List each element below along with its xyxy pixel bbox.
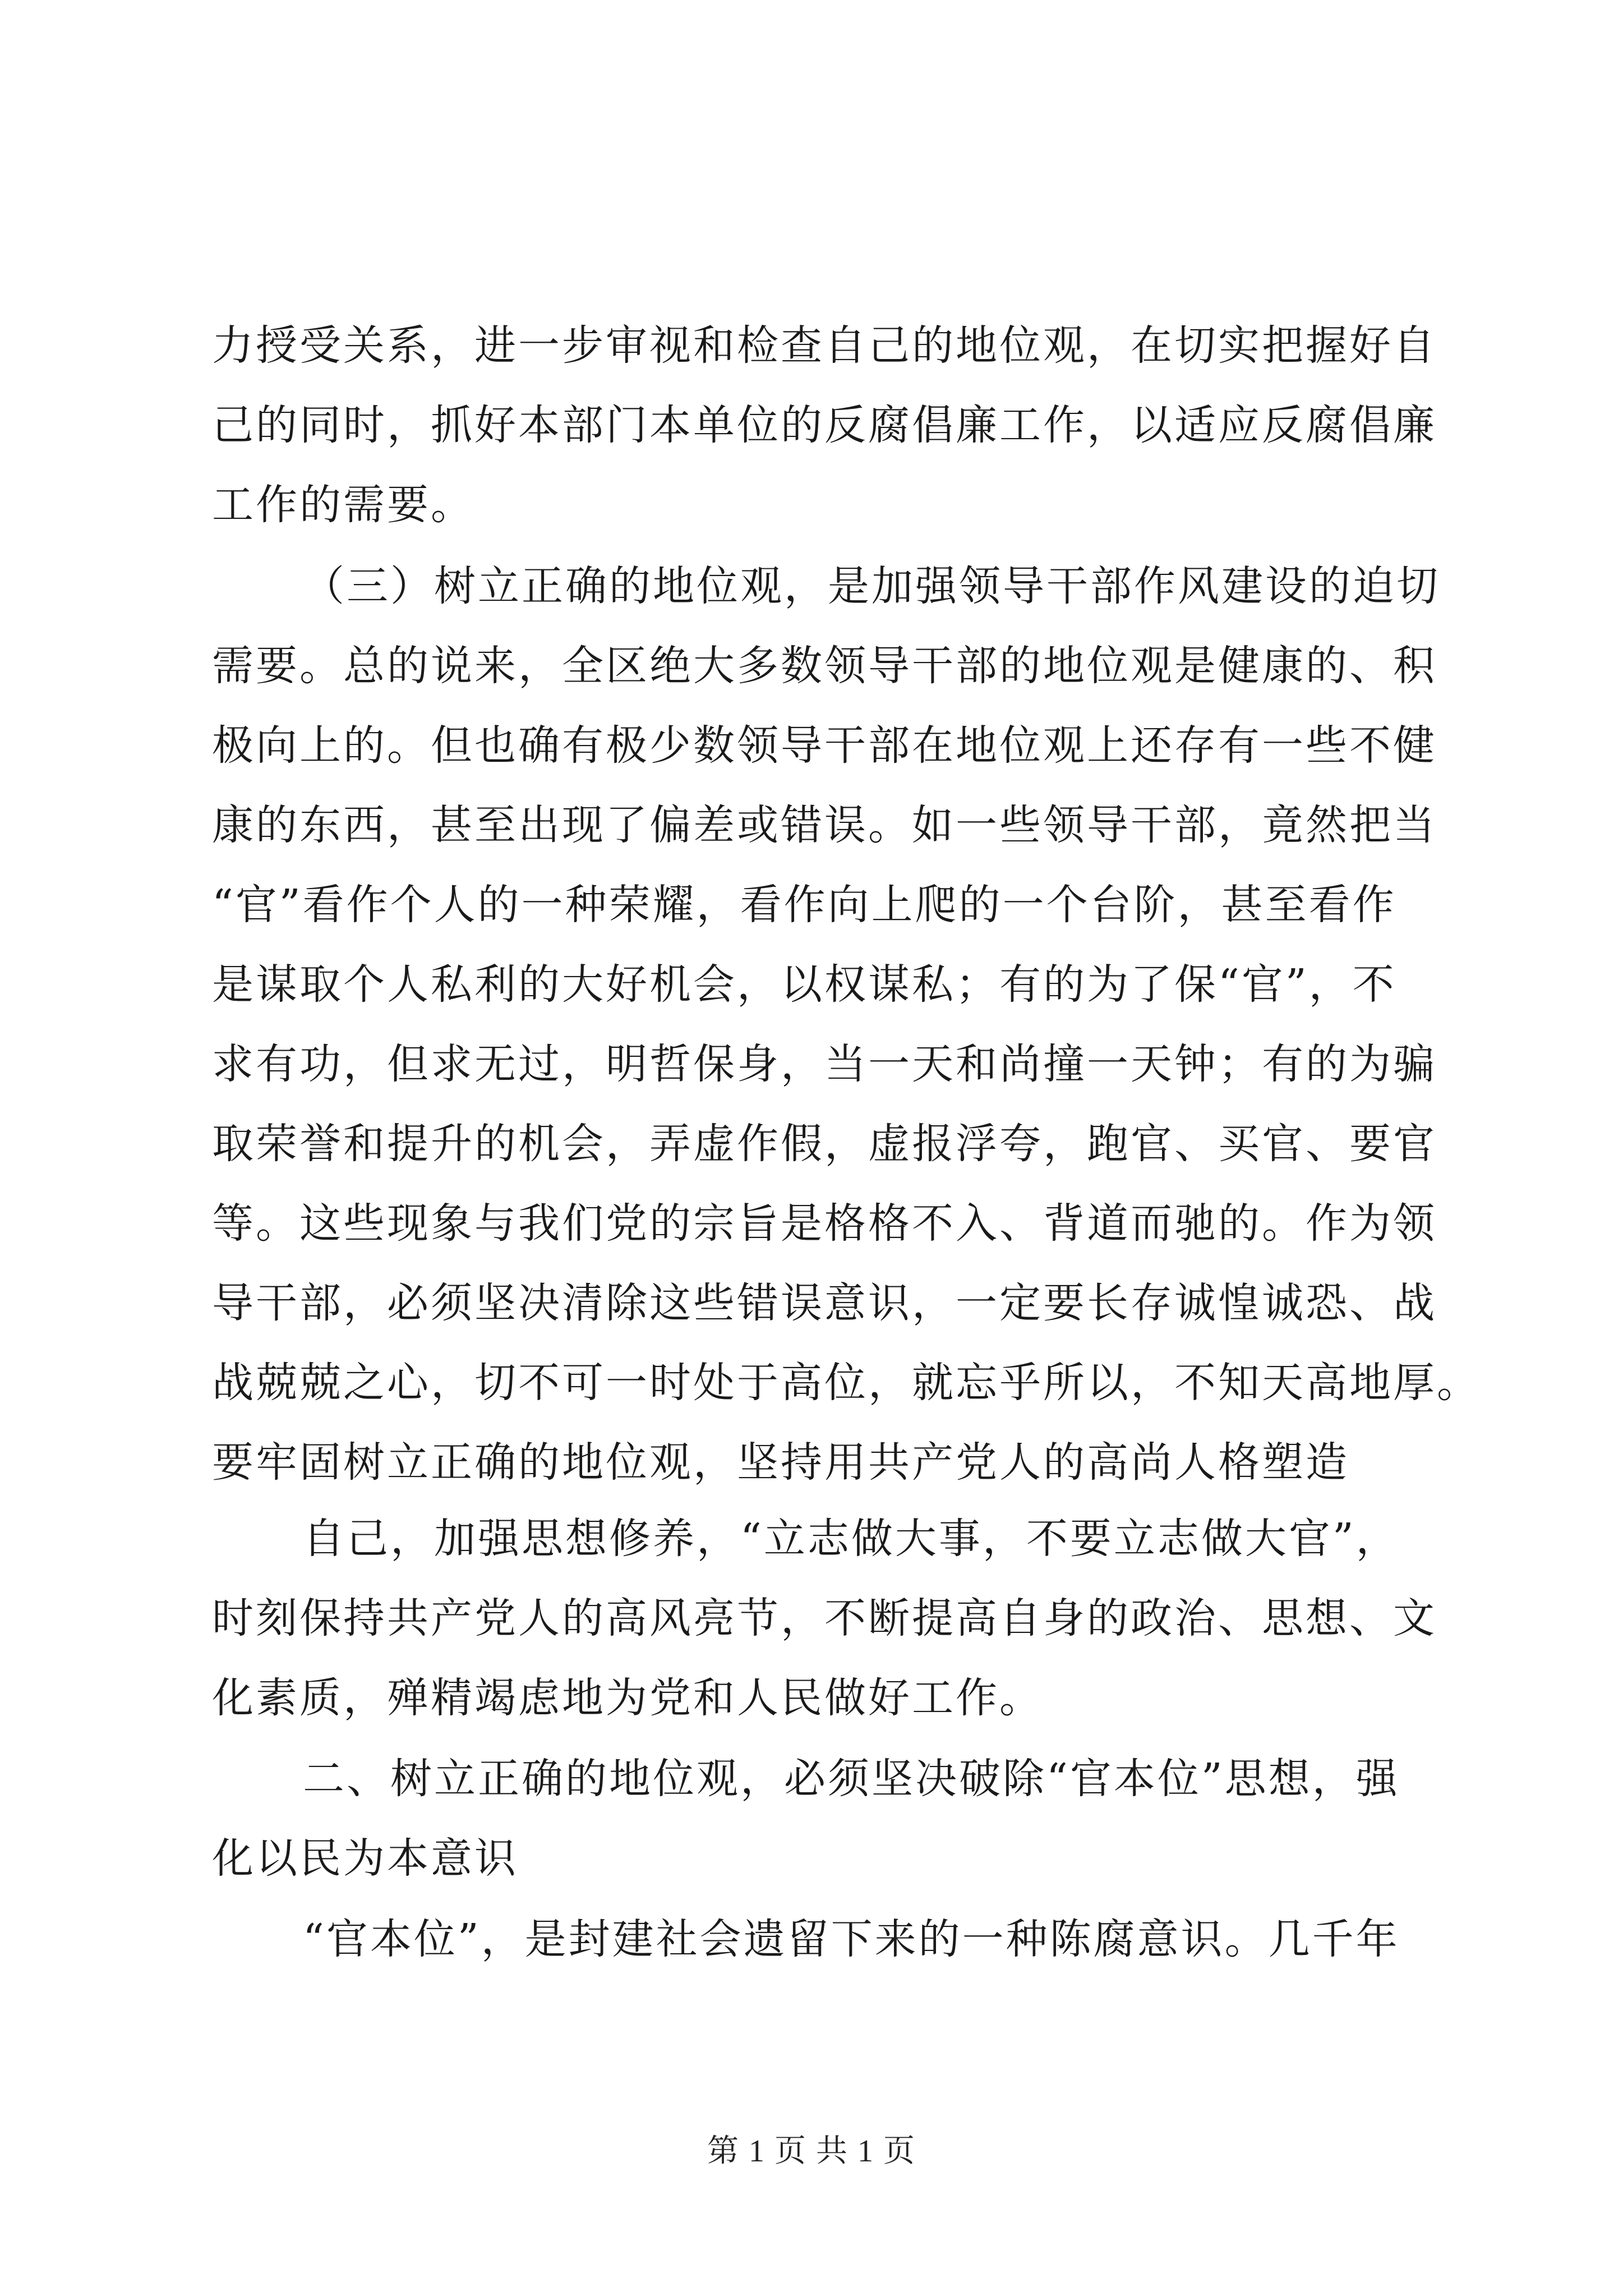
text-line: 需要。总的说来，全区绝大多数领导干部的地位观是健康的、积 (212, 642, 1437, 690)
paragraph-start-line: “官本位”，是封建社会遗留下来的一种陈腐意识。几千年 (303, 1915, 1400, 1963)
text-line: 己的同时，抓好本部门本单位的反腐倡廉工作，以适应反腐倡廉 (212, 401, 1437, 449)
section-heading-line: 二、树立正确的地位观，必须坚决破除“官本位”思想，强 (303, 1755, 1400, 1803)
text-line: 时刻保持共产党人的高风亮节，不断提高自身的政治、思想、文 (212, 1594, 1437, 1642)
paragraph-start-line: 自己，加强思想修养，“立志做大事，不要立志做大官”， (303, 1515, 1400, 1563)
text-line: 战兢兢之心，切不可一时处于高位，就忘乎所以，不知天高地厚。 (212, 1359, 1481, 1407)
page-number-footer: 第 1 页 共 1 页 (707, 2134, 916, 2169)
text-line: “官”看作个人的一种荣耀，看作向上爬的一个台阶，甚至看作 (212, 881, 1396, 929)
text-line: 工作的需要。 (212, 481, 474, 529)
text-line: 取荣誉和提升的机会，弄虚作假，虚报浮夸，跑官、买官、要官 (212, 1120, 1437, 1168)
text-line: 求有功，但求无过，明哲保身，当一天和尚撞一天钟；有的为骗 (212, 1040, 1437, 1088)
text-line: 是谋取个人私利的大好机会，以权谋私；有的为了保“官”，不 (212, 960, 1396, 1009)
text-line: 化素质，殚精竭虑地为党和人民做好工作。 (212, 1674, 1043, 1722)
body-text-block-2 (212, 546, 1481, 1502)
body-text-block-4 (212, 1899, 1423, 1979)
text-line: 等。这些现象与我们党的宗旨是格格不入、背道而驰的。作为领 (212, 1199, 1437, 1248)
text-line: 力授受关系，进一步审视和检查自己的地位观，在切实把握好自 (212, 321, 1437, 370)
body-text-block-3 (212, 1499, 1437, 1738)
paragraph-start-line: （三）树立正确的地位观，是加强领导干部作风建设的迫切 (303, 562, 1440, 610)
text-line: 要牢固树立正确的地位观，坚持用共产党人的高尚人格塑造 (212, 1438, 1349, 1487)
section-heading-line: 化以民为本意识 (212, 1834, 518, 1883)
body-text-block-1 (212, 306, 1437, 545)
text-line: 康的东西，甚至出现了偏差或错误。如一些领导干部，竟然把当 (212, 801, 1437, 849)
text-line: 导干部，必须坚决清除这些错误意识，一定要长存诚惶诚恐、战 (212, 1279, 1437, 1327)
text-line: 极向上的。但也确有极少数领导干部在地位观上还存有一些不健 (212, 721, 1437, 770)
section-heading-block (212, 1739, 1423, 1898)
